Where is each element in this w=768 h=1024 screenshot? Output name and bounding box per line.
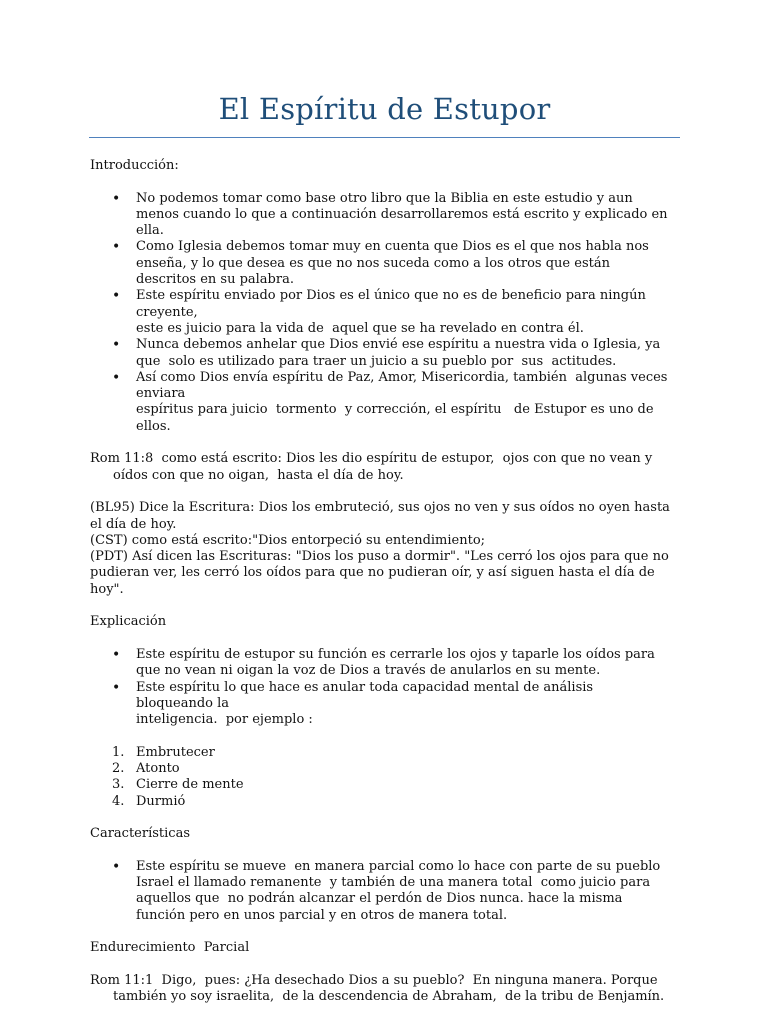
intro-heading: Introducción: bbox=[90, 158, 179, 173]
document-title: El Espíritu de Estupor bbox=[218, 92, 551, 126]
caracteristicas-bullet-list bbox=[90, 859, 670, 924]
caracteristicas-heading: Características bbox=[90, 826, 190, 842]
list-item-text: Atonto bbox=[136, 760, 180, 776]
version-cst: (CST) como está escrito:"Dios entorpeció su entendimiento; bbox=[90, 532, 486, 548]
document-body bbox=[90, 158, 675, 1005]
list-item: • Así como Dios envía espíritu de Paz, Amor, Misericordia, también algunas veces enviara espíritus para juicio tormento y corrección, el espíritu de Estupor es uno de ellos. bbox=[90, 370, 670, 435]
list-item: • Este espíritu de estupor su función es cerrarle los ojos y taparle los oídos para que no vean ni oigan la voz de Dios a través de anularlos en su mente. bbox=[90, 647, 670, 680]
numbered-list bbox=[90, 745, 670, 810]
explicacion-bullet-list bbox=[90, 647, 670, 728]
verse-rom-11-8: Rom 11:8 como está escrito: Dios les dio espíritu de estupor, ojos con que no vean y oídos con que no oigan, hasta el día de hoy. bbox=[90, 451, 657, 483]
list-item bbox=[90, 777, 670, 793]
intro-bullet-list bbox=[90, 191, 670, 435]
title-divider bbox=[89, 137, 680, 138]
list-item bbox=[90, 745, 670, 761]
version-bl95: (BL95) Dice la Escritura: Dios los embruteció, sus ojos no ven y sus oídos no oyen hasta el día de hoy. bbox=[90, 500, 675, 532]
list-item: • Como Iglesia debemos tomar muy en cuenta que Dios es el que nos habla nos enseña, y lo que desea es que no nos suceda como a los otros que están descritos en su palabra. bbox=[90, 239, 670, 288]
list-number: 4. bbox=[112, 793, 125, 809]
list-item: • No podemos tomar como base otro libro que la Biblia en este estudio y aun menos cuando lo que a continuación desarrollaremos está escrito y explicado en ella. bbox=[90, 191, 670, 240]
list-item: • Nunca debemos anhelar que Dios envié ese espíritu a nuestra vida o Iglesia, ya que solo es utilizado para traer un juicio a su pueblo por sus actitudes. bbox=[90, 337, 670, 370]
list-item: • Este espíritu enviado por Dios es el único que no es de beneficio para ningún creyente, este es juicio para la vida de aquel que se ha revelado en contra él. bbox=[90, 288, 670, 337]
list-number: 2. bbox=[112, 760, 125, 776]
list-number: 3. bbox=[112, 777, 125, 793]
list-item bbox=[90, 794, 670, 810]
list-item-text: Durmió bbox=[136, 793, 186, 809]
list-item-text: Embrutecer bbox=[136, 744, 215, 760]
version-pdt: (PDT) Así dicen las Escrituras: "Dios los puso a dormir". "Les cerró los ojos para que no pudieran ver, les cerró los oídos para que no pudieran oír, y así siguen hasta el día de hoy". bbox=[90, 549, 673, 597]
list-item bbox=[90, 761, 670, 777]
list-item-text: Cierre de mente bbox=[136, 777, 244, 793]
verse-rom-11-1: Rom 11:1 Digo, pues: ¿Ha desechado Dios a su pueblo? En ninguna manera. Porque también yo soy israelita, de la descendencia de Abraham, de la tribu de Benjamín. bbox=[90, 972, 665, 1005]
list-item: • Este espíritu lo que hace es anular toda capacidad mental de análisis bloqueando la inteligencia. por ejemplo : bbox=[90, 680, 670, 729]
endurecimiento-heading: Endurecimiento Parcial bbox=[90, 940, 250, 956]
list-number: 1. bbox=[112, 744, 125, 760]
list-item: • Este espíritu se mueve en manera parcial como lo hace con parte de su pueblo Israel el llamado remanente y también de una manera total como juicio para aquellos que no podrán alcanzar el perdón de Dios nunca. hace la misma función pero en unos parcial y en otros de manera total. bbox=[90, 859, 670, 924]
explicacion-heading: Explicación bbox=[90, 614, 167, 630]
